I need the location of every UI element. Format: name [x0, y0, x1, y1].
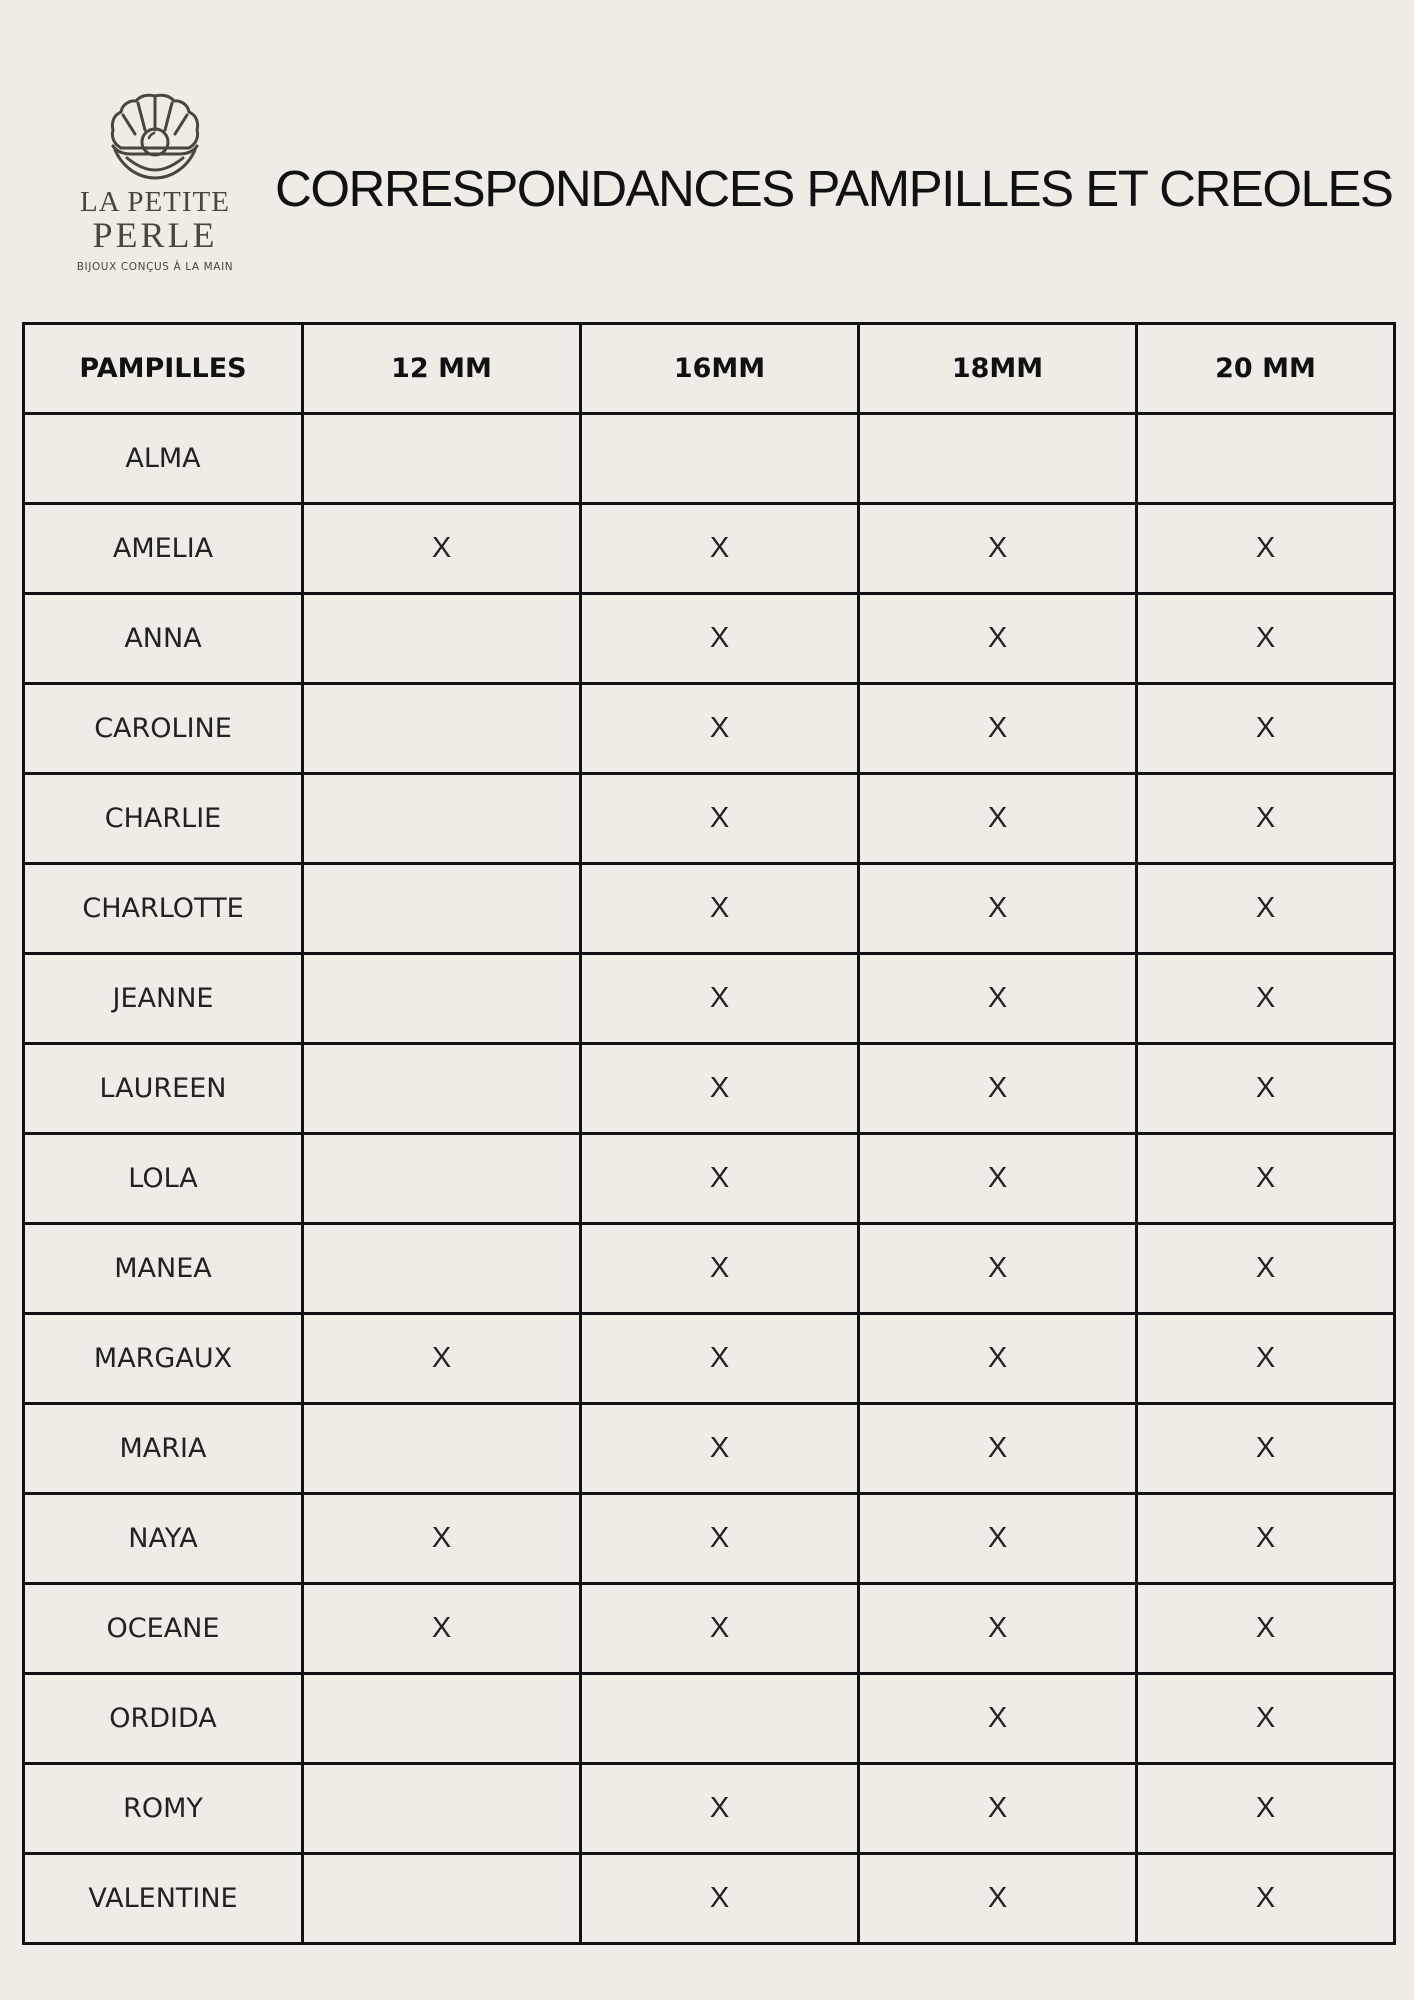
column-header-pampilles: PAMPILLES — [24, 324, 303, 414]
compatibility-cell-16mm: X — [581, 954, 859, 1044]
compatibility-cell-20mm: X — [1137, 594, 1395, 684]
compatibility-cell-16mm: X — [581, 1044, 859, 1134]
compatibility-cell-20mm: X — [1137, 1854, 1395, 1944]
table-row — [24, 1494, 1395, 1584]
compatibility-cell-12mm — [303, 1674, 581, 1764]
pampille-name-cell: CHARLOTTE — [24, 864, 303, 954]
pampille-name-cell: ALMA — [24, 414, 303, 504]
compatibility-cell-12mm — [303, 1044, 581, 1134]
correspondence-table — [22, 322, 1396, 1945]
pampille-name-cell: JEANNE — [24, 954, 303, 1044]
table-row — [24, 1854, 1395, 1944]
compatibility-cell-12mm — [303, 864, 581, 954]
compatibility-cell-18mm: X — [859, 594, 1137, 684]
compatibility-cell-12mm — [303, 1854, 581, 1944]
column-header-20mm: 20 MM — [1137, 324, 1395, 414]
pampille-name-cell: VALENTINE — [24, 1854, 303, 1944]
compatibility-cell-16mm — [581, 1674, 859, 1764]
compatibility-cell-20mm: X — [1137, 954, 1395, 1044]
compatibility-cell-20mm: X — [1137, 684, 1395, 774]
compatibility-cell-18mm: X — [859, 1764, 1137, 1854]
compatibility-cell-12mm — [303, 774, 581, 864]
compatibility-cell-16mm: X — [581, 774, 859, 864]
compatibility-cell-18mm: X — [859, 774, 1137, 864]
table-row — [24, 1674, 1395, 1764]
compatibility-cell-20mm: X — [1137, 1314, 1395, 1404]
compatibility-cell-12mm — [303, 414, 581, 504]
compatibility-cell-16mm: X — [581, 1134, 859, 1224]
column-header-16mm: 16MM — [581, 324, 859, 414]
table-row — [24, 504, 1395, 594]
compatibility-cell-18mm: X — [859, 1224, 1137, 1314]
compatibility-cell-16mm: X — [581, 864, 859, 954]
compatibility-cell-12mm — [303, 1224, 581, 1314]
pampille-name-cell: MARIA — [24, 1404, 303, 1494]
compatibility-cell-20mm: X — [1137, 1494, 1395, 1584]
compatibility-cell-20mm: X — [1137, 504, 1395, 594]
brand-logo — [70, 90, 240, 273]
compatibility-cell-16mm: X — [581, 1404, 859, 1494]
compatibility-cell-16mm: X — [581, 504, 859, 594]
table-row — [24, 414, 1395, 504]
pampille-name-cell: ORDIDA — [24, 1674, 303, 1764]
table-row — [24, 774, 1395, 864]
pampille-name-cell: NAYA — [24, 1494, 303, 1584]
pampille-name-cell: AMELIA — [24, 504, 303, 594]
compatibility-cell-16mm: X — [581, 1494, 859, 1584]
pampille-name-cell: LAUREEN — [24, 1044, 303, 1134]
pampille-name-cell: ANNA — [24, 594, 303, 684]
compatibility-cell-20mm — [1137, 414, 1395, 504]
compatibility-cell-12mm — [303, 1764, 581, 1854]
page-title: CORRESPONDANCES PAMPILLES ET CREOLES — [275, 160, 1393, 217]
compatibility-cell-20mm: X — [1137, 774, 1395, 864]
pampille-name-cell: ROMY — [24, 1764, 303, 1854]
table-row — [24, 1314, 1395, 1404]
compatibility-cell-20mm: X — [1137, 1764, 1395, 1854]
pampille-name-cell: MARGAUX — [24, 1314, 303, 1404]
pampille-name-cell: MANEA — [24, 1224, 303, 1314]
compatibility-cell-12mm — [303, 1134, 581, 1224]
table-row — [24, 1224, 1395, 1314]
compatibility-cell-12mm: X — [303, 1584, 581, 1674]
compatibility-cell-20mm: X — [1137, 864, 1395, 954]
pampille-name-cell: CHARLIE — [24, 774, 303, 864]
compatibility-cell-16mm: X — [581, 1584, 859, 1674]
compatibility-cell-16mm: X — [581, 1224, 859, 1314]
compatibility-cell-18mm: X — [859, 1044, 1137, 1134]
compatibility-cell-12mm: X — [303, 1314, 581, 1404]
compatibility-cell-16mm: X — [581, 1764, 859, 1854]
compatibility-cell-20mm: X — [1137, 1404, 1395, 1494]
compatibility-cell-16mm: X — [581, 684, 859, 774]
compatibility-cell-16mm: X — [581, 1314, 859, 1404]
compatibility-cell-18mm — [859, 414, 1137, 504]
pearl-in-shell-icon — [105, 90, 205, 184]
table-row — [24, 1044, 1395, 1134]
compatibility-cell-12mm — [303, 684, 581, 774]
compatibility-cell-18mm: X — [859, 504, 1137, 594]
table-row — [24, 684, 1395, 774]
pampille-name-cell: LOLA — [24, 1134, 303, 1224]
column-header-12mm: 12 MM — [303, 324, 581, 414]
compatibility-cell-18mm: X — [859, 1134, 1137, 1224]
brand-name-line1: LA PETITE — [80, 186, 230, 218]
table-row — [24, 1584, 1395, 1674]
header-row — [24, 324, 1395, 414]
compatibility-cell-18mm: X — [859, 1584, 1137, 1674]
compatibility-cell-18mm: X — [859, 954, 1137, 1044]
compatibility-cell-20mm: X — [1137, 1134, 1395, 1224]
table-row — [24, 954, 1395, 1044]
table-body — [24, 414, 1395, 1944]
compatibility-cell-16mm — [581, 414, 859, 504]
table-row — [24, 1764, 1395, 1854]
compatibility-cell-18mm: X — [859, 1314, 1137, 1404]
compatibility-cell-20mm: X — [1137, 1044, 1395, 1134]
compatibility-cell-12mm: X — [303, 1494, 581, 1584]
compatibility-cell-12mm — [303, 954, 581, 1044]
compatibility-cell-20mm: X — [1137, 1224, 1395, 1314]
compatibility-cell-18mm: X — [859, 1404, 1137, 1494]
compatibility-cell-18mm: X — [859, 1674, 1137, 1764]
compatibility-cell-18mm: X — [859, 864, 1137, 954]
table-row — [24, 864, 1395, 954]
pampille-name-cell: CAROLINE — [24, 684, 303, 774]
compatibility-cell-18mm: X — [859, 1854, 1137, 1944]
table-row — [24, 1404, 1395, 1494]
compatibility-cell-12mm — [303, 1404, 581, 1494]
compatibility-cell-12mm — [303, 594, 581, 684]
compatibility-cell-16mm: X — [581, 1854, 859, 1944]
column-header-18mm: 18MM — [859, 324, 1137, 414]
pampille-name-cell: OCEANE — [24, 1584, 303, 1674]
table-header — [24, 324, 1395, 414]
compatibility-cell-20mm: X — [1137, 1674, 1395, 1764]
compatibility-cell-18mm: X — [859, 684, 1137, 774]
compatibility-cell-18mm: X — [859, 1494, 1137, 1584]
compatibility-cell-12mm: X — [303, 504, 581, 594]
table-row — [24, 1134, 1395, 1224]
compatibility-cell-16mm: X — [581, 594, 859, 684]
brand-name-line2: PERLE — [92, 215, 218, 255]
compatibility-cell-20mm: X — [1137, 1584, 1395, 1674]
table-row — [24, 594, 1395, 684]
brand-tagline: BIJOUX CONÇUS À LA MAIN — [76, 261, 234, 273]
